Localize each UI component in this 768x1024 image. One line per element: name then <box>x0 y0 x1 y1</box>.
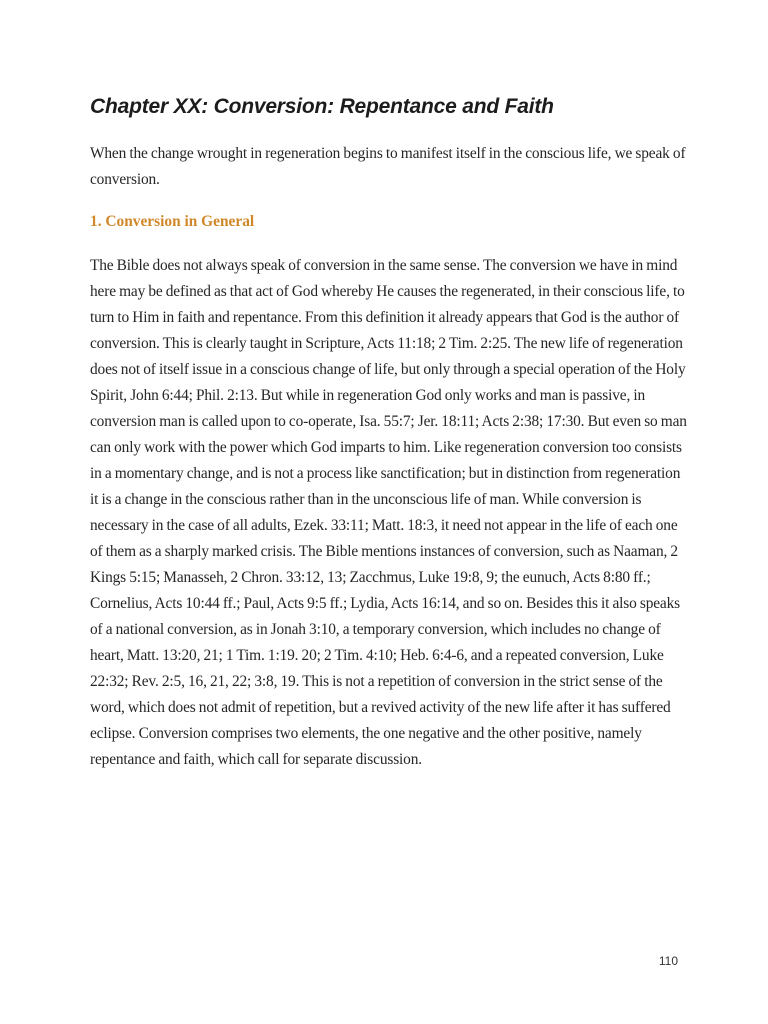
intro-paragraph: When the change wrought in regeneration begins to manifest itself in the conscious life, we speak of conversion. <box>90 145 686 188</box>
section-heading: 1. Conversion in General <box>90 213 255 230</box>
chapter-title: Chapter XX: Conversion: Repentance and Faith <box>90 95 554 118</box>
page-number: 110 <box>658 954 678 968</box>
main-paragraph: The Bible does not always speak of conversion in the same sense. The conversion we have in mind here may be defined as that act of God whereby He causes the regenerated, in their conscious life, to turn to Him in faith and repentance. From this definition it already appears that God is the author of conversion. This is clearly taught in Scripture, Acts 11:18; 2 Tim. 2:25. The new life of regeneration does not of itself issue in a conscious change of life, but only through a special operation of the Holy Spirit, John 6:44; Phil. 2:13. But while in regeneration God only works and man is passive, in conversion man is called upon to co-operate, Isa. 55:7; Jer. 18:11; Acts 2:38; 17:30. But even so man can only work with the power which God imparts to him. Like regeneration conversion too consists in a momentary change, and is not a process like sanctification; but in distinction from regeneration it is a change in the conscious rather than in the unconscious life of man. While conversion is necessary in the case of all adults, Ezek. 33:11; Matt. 18:3, it need not appear in the life of each one of them as a sharply marked crisis. The Bible mentions instances of conversion, such as Naaman, 2 Kings 5:15; Manasseh, 2 Chron. 33:12, 13; Zacchmus, Luke 19:8, 9; the eunuch, Acts 8:80 ff.; Cornelius, Acts 10:44 ff.; Paul, Acts 9:5 ff.; Lydia, Acts 16:14, and so on. Besides this it also speaks of a national conversion, as in Jonah 3:10, a temporary conversion, which includes no change of heart, Matt. 13:20, 21; 1 Tim. 1:19. 20; 2 Tim. 4:10; Heb. 6:4-6, and a repeated conversion, Luke 22:32; Rev. 2:5, 16, 21, 22; 3:8, 19. This is not a repetition of conversion in the strict sense of the word, which does not admit of repetition, but a revived activity of the new life after it has suffered eclipse. Conversion comprises two elements, the one negative and the other positive, namely repentance and faith, which call for separate discussion. <box>90 257 687 768</box>
